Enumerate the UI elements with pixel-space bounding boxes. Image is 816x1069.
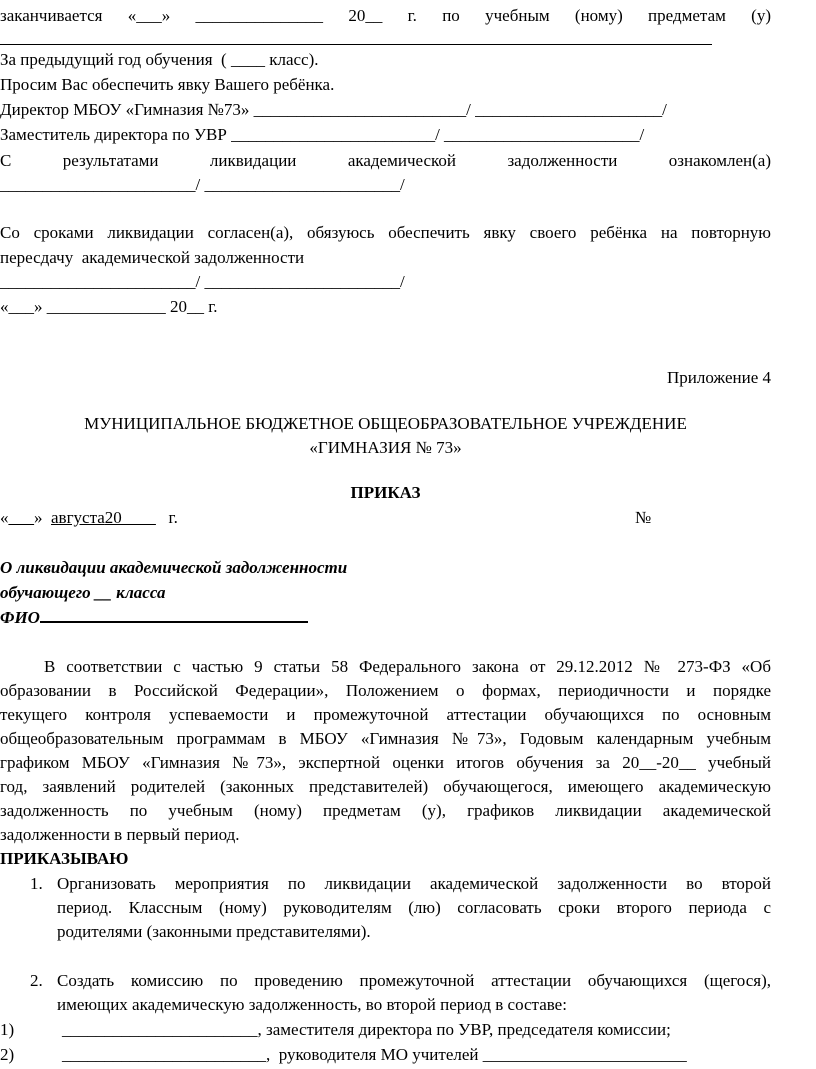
results-signature-line: _______________________/ _______________________/ — [0, 175, 405, 194]
date-month: августа — [51, 508, 105, 527]
subject-fio-line — [0, 607, 308, 629]
request-line: Просим Вас обеспечить явку Вашего ребёнка. — [0, 75, 335, 94]
order-number-sign: № — [635, 508, 652, 527]
agree-line-1: Со сроками ликвидации согласен(а), обязуюсь обеспечить явку своего ребёнка на повторную — [0, 223, 771, 242]
subitem-2-text: ________________________, руководителя МО учителей ________________________ — [62, 1045, 687, 1064]
subitem-1-number: 1) — [0, 1020, 15, 1039]
agree-signature-line: _______________________/ _______________________/ — [0, 272, 405, 291]
item-2-line-1: Создать комиссию по проведению промежуточной аттестации обучающихся (щегося), — [57, 971, 771, 990]
body-line-2: образовании в Российской Федерации», Положением о формах, периодичности и порядке — [0, 681, 771, 700]
date-close-quote: » — [34, 508, 43, 527]
date-day-blank: ___ — [8, 508, 34, 527]
subitem-1-text: _______________________, заместителя директора по УВР, председателя комиссии; — [62, 1020, 671, 1039]
subitem-2-number: 2) — [0, 1045, 15, 1064]
body-line-6: год, заявлений родителей (законных представителей) обучающегося, имеющего академическую — [0, 777, 771, 796]
date-year: 20____ — [104, 508, 156, 527]
item-1-line-2: период. Классным (ному) руководителям (лю) согласовать сроки второго периода с — [57, 898, 771, 917]
body-line-1: В соответствии с частью 9 статьи 58 Федерального закона от 29.12.2012 № 273-ФЗ «Об — [44, 657, 771, 676]
divider-line — [0, 44, 712, 45]
prev-year-line: За предыдущий год обучения ( ____ класс). — [0, 50, 319, 69]
body-line-5: графиком МБОУ «Гимназия №73», экспертной оценки итогов обучения за 20__-20__ учебный — [0, 753, 771, 772]
body-line-3: текущего контроля успеваемости и промежуточной аттестации обучающихся по основным — [0, 705, 771, 724]
results-acknowledged-line: С результатами ликвидации академической задолженности ознакомлен(а) — [0, 151, 771, 170]
order-word: ПРИКАЗЫВАЮ — [0, 849, 129, 868]
fio-blank — [40, 607, 308, 623]
date-open-quote: « — [0, 508, 9, 527]
item-2-line-2: имеющих академическую задолженность, во второй период в составе: — [57, 995, 567, 1014]
item-1-number: 1. — [30, 874, 43, 893]
body-line-4: общеобразовательным программам в МБОУ «Гимназия №73», Годовым календарным учебным — [0, 729, 771, 748]
subject-fio-label: ФИО — [0, 608, 40, 627]
subject-line-2: обучающего __ класса — [0, 583, 166, 602]
top-line-ending: заканчивается «___» _______________ 20__ г. по учебным (ному) предметам (у) — [0, 6, 771, 25]
director-signature-line: Директор МБОУ «Гимназия №73» _________________________/ ______________________/ — [0, 100, 667, 119]
org-name-line-1: МУНИЦИПАЛЬНОЕ БЮДЖЕТНОЕ ОБЩЕОБРАЗОВАТЕЛЬНОЕ УЧРЕЖДЕНИЕ — [84, 414, 687, 433]
deputy-signature-line: Заместитель директора по УВР ________________________/ _______________________/ — [0, 125, 645, 144]
item-1-line-1: Организовать мероприятия по ликвидации академической задолженности во второй — [57, 874, 771, 893]
item-1-line-3: родителями (законными представителями). — [57, 922, 371, 941]
body-line-8: задолженности в первый период. — [0, 825, 240, 844]
body-line-7: задолженность по учебным (ному) предметам (у), графиков ликвидации академической — [0, 801, 771, 820]
date-suffix: г. — [168, 508, 178, 527]
org-name-line-2: «ГИМНАЗИЯ № 73» — [309, 438, 462, 457]
subject-line-1: О ликвидации академической задолженности — [0, 558, 348, 577]
annex-label: Приложение 4 — [667, 368, 771, 387]
agree-date-line: «___» ______________ 20__ г. — [0, 297, 218, 316]
order-date-line — [0, 507, 178, 529]
item-2-number: 2. — [30, 971, 43, 990]
order-title: ПРИКАЗ — [350, 483, 421, 502]
agree-line-2: пересдачу академической задолженности — [0, 248, 305, 267]
